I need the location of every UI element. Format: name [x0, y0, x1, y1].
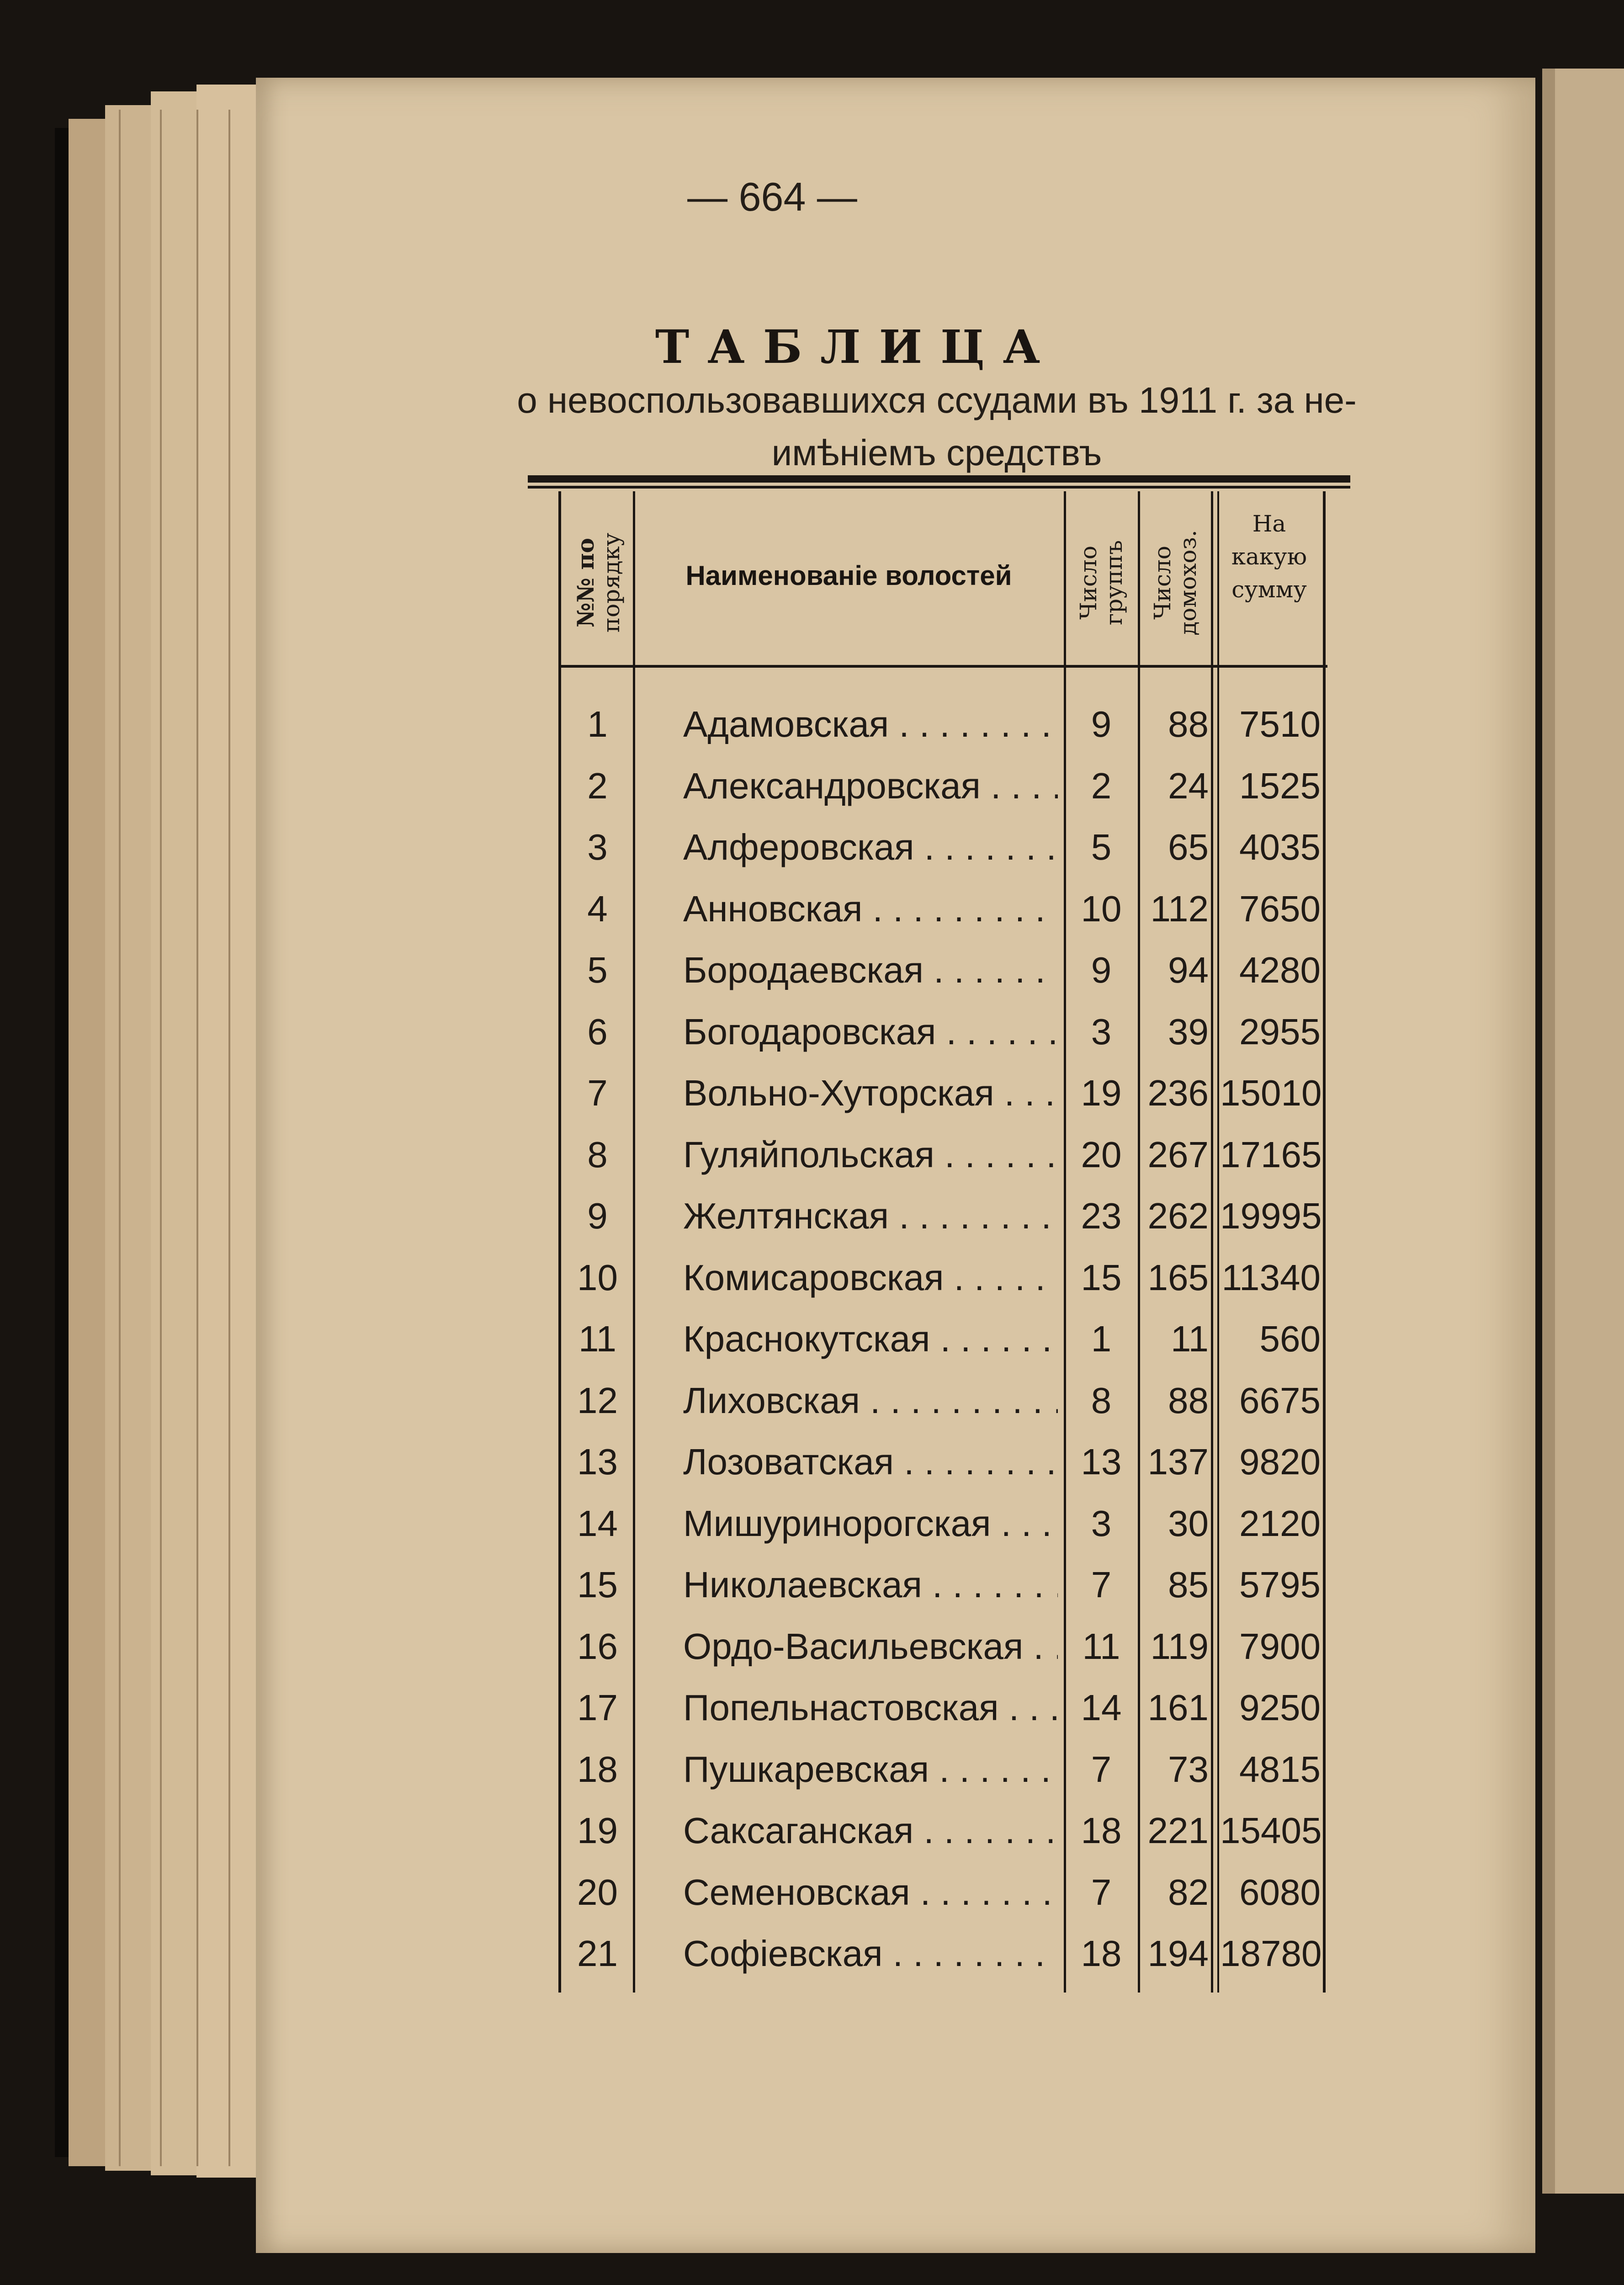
- row-amount: 4280: [1239, 950, 1321, 990]
- row-households-count: 73: [1168, 1748, 1209, 1790]
- header-district-name: Наименованіе волостей: [685, 560, 1012, 591]
- row-district-name: Саксаганская . . .: [683, 1801, 1058, 1860]
- row-number: 12: [577, 1380, 618, 1421]
- row-amount: 19995: [1220, 1196, 1322, 1236]
- row-households-count: 85: [1168, 1564, 1209, 1605]
- header-households-line-1: Число: [1149, 546, 1176, 620]
- header-amount-line-2: какую: [1231, 543, 1307, 570]
- row-district-name: Ордо-Васильевская . . .: [683, 1617, 1058, 1676]
- row-amount: 6080: [1239, 1871, 1321, 1913]
- row-number: 6: [587, 1011, 608, 1052]
- row-groups-count: 11: [1082, 1626, 1120, 1667]
- row-number: 4: [587, 888, 608, 929]
- row-households-count: 194: [1147, 1933, 1209, 1974]
- row-groups-count: 3: [1091, 1011, 1112, 1052]
- row-households-count: 94: [1168, 950, 1209, 990]
- row-groups-count: 9: [1091, 704, 1112, 744]
- column-divider-double: [1217, 491, 1219, 1993]
- row-district-name: Желтянская . . .: [683, 1186, 1058, 1246]
- row-district-name: Гуляйпольская . . .: [683, 1125, 1058, 1185]
- row-district-name: Краснокутская . . .: [683, 1309, 1058, 1369]
- row-groups-count: 20: [1081, 1134, 1122, 1175]
- row-amount: 7510: [1239, 704, 1321, 744]
- row-groups-count: 10: [1081, 888, 1122, 929]
- header-amount-line-1: На: [1252, 510, 1286, 537]
- row-number: 5: [587, 950, 608, 990]
- row-groups-count: 1: [1091, 1318, 1112, 1359]
- header-groups-line-1: Число: [1075, 546, 1102, 620]
- row-households-count: 88: [1168, 1380, 1209, 1421]
- row-groups-count: 9: [1091, 950, 1112, 990]
- row-district-name: Мишуринорогская . . .: [683, 1494, 1058, 1553]
- row-district-name: Александровская . . .: [683, 756, 1058, 816]
- row-amount: 11340: [1221, 1257, 1321, 1298]
- header-amount-line-3: сумму: [1231, 576, 1307, 603]
- row-groups-count: 23: [1081, 1196, 1122, 1236]
- page-stack-line: [119, 110, 121, 2166]
- column-divider: [558, 491, 561, 1993]
- row-groups-count: 13: [1081, 1441, 1122, 1482]
- row-number: 21: [577, 1933, 618, 1974]
- row-number: 9: [587, 1196, 608, 1236]
- row-number: 7: [587, 1073, 608, 1113]
- row-households-count: 112: [1150, 888, 1209, 929]
- row-district-name: Комисаровская . . .: [683, 1248, 1058, 1307]
- row-amount: 9820: [1239, 1441, 1321, 1482]
- table-top-rule-thin: [528, 486, 1350, 489]
- row-amount: 4815: [1239, 1748, 1321, 1790]
- row-number: 19: [577, 1810, 618, 1851]
- row-district-name: Лиховская . . .: [683, 1371, 1058, 1430]
- row-district-name: Лозоватская . . .: [683, 1432, 1058, 1492]
- row-households-count: 11: [1170, 1318, 1209, 1359]
- header-order-number-line-1: №№ по: [572, 537, 599, 628]
- row-households-count: 65: [1168, 827, 1209, 867]
- row-amount: 560: [1259, 1318, 1321, 1359]
- row-district-name: Бородаевская . . .: [683, 941, 1058, 1000]
- row-number: 16: [577, 1626, 618, 1667]
- row-amount: 15405: [1220, 1810, 1322, 1851]
- row-number: 1: [587, 704, 608, 744]
- row-households-count: 262: [1147, 1196, 1209, 1236]
- row-district-name: Богодаровская . . .: [683, 1002, 1058, 1062]
- row-number: 13: [577, 1441, 618, 1482]
- row-district-name: Попельнастовская . . .: [683, 1678, 1058, 1738]
- row-district-name: Николаевская . . .: [683, 1555, 1058, 1615]
- row-groups-count: 7: [1091, 1748, 1112, 1790]
- row-number: 3: [587, 827, 608, 867]
- row-number: 15: [577, 1564, 618, 1605]
- row-amount: 2120: [1239, 1503, 1321, 1544]
- header-groups-line-2: группъ: [1101, 540, 1127, 626]
- row-groups-count: 5: [1091, 827, 1112, 867]
- header-order-number-line-2: порядку: [598, 532, 625, 633]
- row-district-name: Вольно-Хуторская . . .: [683, 1063, 1058, 1123]
- row-households-count: 39: [1168, 1011, 1209, 1052]
- page-stack-line: [228, 110, 230, 2166]
- table-title: ТАБЛИЦА: [655, 320, 1059, 374]
- row-groups-count: 2: [1091, 765, 1112, 806]
- row-groups-count: 18: [1081, 1810, 1122, 1851]
- row-groups-count: 14: [1081, 1687, 1122, 1728]
- row-amount: 7900: [1239, 1626, 1321, 1667]
- row-number: 8: [587, 1134, 608, 1175]
- column-divider: [1064, 491, 1066, 1993]
- row-amount: 6675: [1239, 1380, 1321, 1421]
- row-households-count: 24: [1168, 765, 1209, 806]
- table-top-rule: [528, 475, 1350, 483]
- row-households-count: 221: [1147, 1810, 1209, 1851]
- table-subtitle-line-1: о невоспользовавшихся ссудами въ 1911 г. за не-: [517, 380, 1357, 420]
- row-number: 18: [577, 1748, 618, 1790]
- column-divider-double: [1211, 491, 1213, 1993]
- page-stack-line: [160, 110, 162, 2166]
- row-households-count: 267: [1147, 1134, 1209, 1175]
- row-number: 11: [578, 1318, 617, 1359]
- row-amount: 4035: [1239, 827, 1321, 867]
- row-amount: 15010: [1220, 1073, 1322, 1113]
- page-stack-line: [196, 110, 198, 2166]
- column-divider: [1323, 491, 1326, 1993]
- header-groups-count: [1076, 540, 1127, 625]
- table-subtitle-line-2: имѣніемъ средствъ: [771, 432, 1102, 473]
- header-order-number: [573, 533, 624, 632]
- row-households-count: 82: [1168, 1871, 1209, 1913]
- row-district-name: Адамовская . . .: [683, 695, 1058, 754]
- row-amount: 9250: [1239, 1687, 1321, 1728]
- row-households-count: 30: [1168, 1503, 1209, 1544]
- row-district-name: Анновская . . .: [683, 879, 1058, 939]
- row-number: 14: [577, 1503, 618, 1544]
- row-households-count: 137: [1147, 1441, 1209, 1482]
- row-groups-count: 7: [1091, 1564, 1112, 1605]
- header-households-line-2: домохоз.: [1175, 530, 1201, 636]
- row-amount: 2955: [1239, 1011, 1321, 1052]
- row-groups-count: 18: [1081, 1933, 1122, 1974]
- row-district-name: Софіевская . . .: [683, 1924, 1058, 1983]
- column-divider: [633, 491, 635, 1993]
- row-groups-count: 19: [1081, 1073, 1122, 1113]
- row-amount: 1525: [1239, 765, 1321, 806]
- row-district-name: Алферовская . . .: [683, 818, 1058, 877]
- row-groups-count: 8: [1091, 1380, 1112, 1421]
- header-amount: [1215, 507, 1323, 606]
- facing-page-shadow: [1542, 69, 1555, 2194]
- row-households-count: 119: [1150, 1626, 1209, 1667]
- row-amount: 17165: [1220, 1134, 1322, 1175]
- row-groups-count: 3: [1091, 1503, 1112, 1544]
- row-households-count: 236: [1147, 1073, 1209, 1113]
- row-households-count: 165: [1147, 1257, 1209, 1298]
- page-number: — 664 —: [687, 174, 857, 219]
- row-district-name: Семеновская . . .: [683, 1863, 1058, 1922]
- row-district-name: Пушкаревская . . .: [683, 1740, 1058, 1799]
- row-amount: 7650: [1239, 888, 1321, 929]
- row-number: 10: [577, 1257, 618, 1298]
- row-number: 2: [587, 765, 608, 806]
- header-households-count: [1150, 530, 1201, 635]
- row-households-count: 88: [1168, 704, 1209, 744]
- row-number: 20: [577, 1871, 618, 1913]
- row-groups-count: 7: [1091, 1871, 1112, 1913]
- row-number: 17: [577, 1687, 618, 1728]
- row-amount: 18780: [1220, 1933, 1322, 1974]
- row-amount: 5795: [1239, 1564, 1321, 1605]
- row-groups-count: 15: [1081, 1257, 1122, 1298]
- row-households-count: 161: [1147, 1687, 1209, 1728]
